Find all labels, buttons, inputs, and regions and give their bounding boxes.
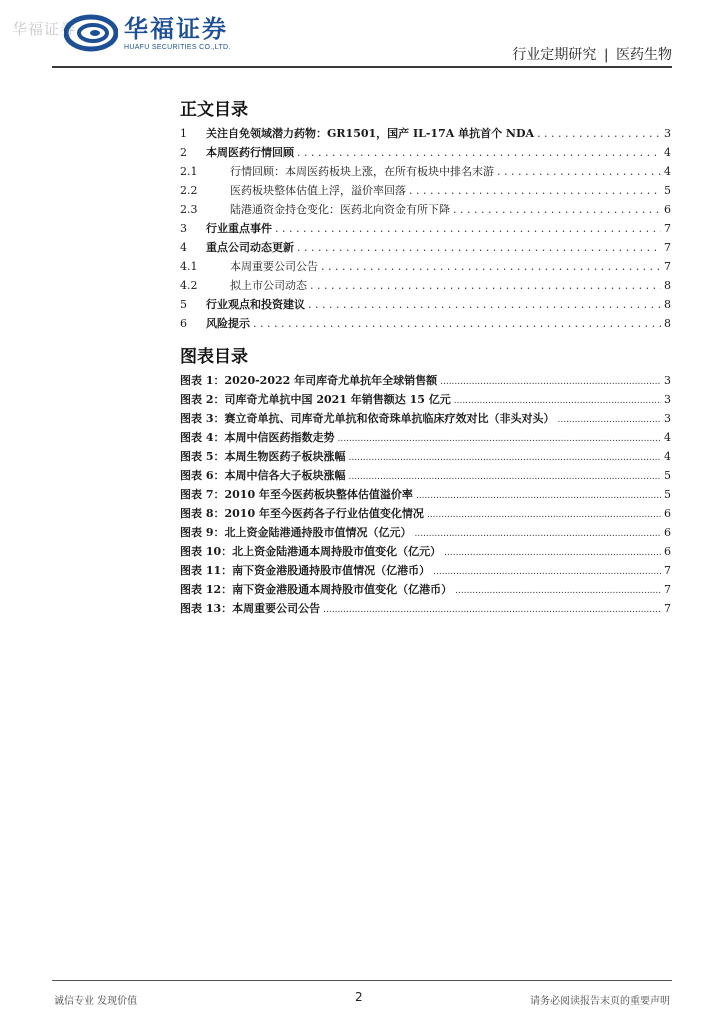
toc-item[interactable] <box>180 124 671 143</box>
toc-item[interactable] <box>180 162 671 181</box>
figure-leader-dots <box>348 449 661 468</box>
figure-list-item[interactable] <box>180 599 671 618</box>
toc-item-number: 6 <box>180 317 187 330</box>
toc-item-number: 4 <box>180 241 187 254</box>
toc-item[interactable] <box>180 219 671 238</box>
figure-page: 5 <box>664 488 671 501</box>
toc-item[interactable] <box>180 295 671 314</box>
toc-item[interactable] <box>180 143 671 162</box>
header-separator: | <box>603 47 609 63</box>
figure-leader-dots <box>414 525 661 544</box>
toc-item-number: 5 <box>180 298 187 311</box>
figure-title: 2010 年至今医药各子行业估值变化情况 <box>224 507 424 520</box>
figure-page: 4 <box>664 450 671 463</box>
figure-page: 4 <box>664 431 671 444</box>
figure-label: 图表 2： <box>180 393 225 406</box>
toc-item-page: 7 <box>664 260 671 273</box>
figure-leader-dots <box>323 601 661 620</box>
toc-item-number: 2.1 <box>180 165 198 178</box>
figure-label: 图表 4： <box>180 431 225 444</box>
toc-item-title: 陆港通资金持仓变化：医药北向资金有所下降 <box>230 203 450 216</box>
figure-list-item[interactable] <box>180 428 671 447</box>
figure-page: 6 <box>664 526 671 539</box>
figure-list-item[interactable] <box>180 466 671 485</box>
report-header <box>512 44 672 64</box>
figure-label: 图表 8： <box>180 507 225 520</box>
toc-item-page: 4 <box>664 165 671 178</box>
figure-list-item[interactable] <box>180 561 671 580</box>
figure-title: 2020-2022 年司库奇尤单抗年全球销售额 <box>224 374 438 387</box>
figure-title: 南下资金港股通持股市值情况（亿港币） <box>232 564 431 577</box>
toc-item-number: 4.1 <box>180 260 198 273</box>
figure-list-item[interactable] <box>180 447 671 466</box>
toc-item-number: 2 <box>180 146 187 159</box>
toc-item-number: 2.3 <box>180 203 198 216</box>
figure-page: 3 <box>664 374 671 387</box>
figure-title: 本周中信各大子板块涨幅 <box>224 469 346 482</box>
logo-english-name: HUAFU SECURITIES CO.,LTD. <box>124 43 231 51</box>
figure-list-item[interactable] <box>180 542 671 561</box>
figure-page: 7 <box>664 583 671 596</box>
watermark: 华福证券 <box>12 20 77 38</box>
logo-swirl-icon <box>64 14 118 52</box>
toc-item-title: 行业重点事件 <box>206 222 272 235</box>
figure-list-title: 图表目录 <box>180 347 248 367</box>
toc-item-title: 风险提示 <box>206 317 250 330</box>
toc-item[interactable] <box>180 276 671 295</box>
footer-divider <box>52 980 672 981</box>
header-divider <box>52 66 672 68</box>
figure-list-item[interactable] <box>180 580 671 599</box>
toc-item-page: 5 <box>664 184 671 197</box>
toc-item-page: 4 <box>664 146 671 159</box>
figure-title: 司库奇尤单抗中国 2021 年销售额达 15 亿元 <box>224 393 451 406</box>
figure-list-item[interactable] <box>180 523 671 542</box>
toc-item-number: 3 <box>180 222 187 235</box>
figure-title: 本周重要公司公告 <box>232 602 321 615</box>
toc-item-title: 拟上市公司动态 <box>230 279 307 292</box>
figure-title: 北上资金陆港通本周持股市值变化（亿元） <box>232 545 442 558</box>
toc-item-title: 行业观点和投资建议 <box>206 298 305 311</box>
toc-leader-dots <box>253 314 661 333</box>
toc-list <box>180 124 671 333</box>
figure-label: 图表 13： <box>180 602 233 615</box>
toc-leader-dots <box>409 181 661 200</box>
toc-item-title: 关注自免领域潜力药物：GR1501，国产 IL-17A 单抗首个 NDA <box>206 127 535 140</box>
toc-item-number: 1 <box>180 127 187 140</box>
toc-item-page: 7 <box>664 222 671 235</box>
toc-leader-dots <box>275 219 661 238</box>
company-logo <box>64 14 231 52</box>
figure-title: 南下资金港股通本周持股市值变化（亿港币） <box>232 583 453 596</box>
toc-item-page: 8 <box>664 317 671 330</box>
figure-page: 3 <box>664 412 671 425</box>
toc-item-page: 7 <box>664 241 671 254</box>
figure-label: 图表 3： <box>180 412 225 425</box>
footer-disclaimer: 请务必阅读报告末页的重要声明 <box>530 996 670 1007</box>
report-type: 行业定期研究 <box>512 47 597 63</box>
toc-item[interactable] <box>180 200 671 219</box>
figure-leader-dots <box>433 563 661 582</box>
toc-item[interactable] <box>180 257 671 276</box>
toc-item[interactable] <box>180 314 671 333</box>
toc-item[interactable] <box>180 181 671 200</box>
industry-name: 医药生物 <box>616 47 672 63</box>
figure-title: 2010 年至今医药板块整体估值溢价率 <box>224 488 413 501</box>
toc-item-title: 行情回顾：本周医药板块上涨，在所有板块中排名末游 <box>230 165 494 178</box>
figure-list-item[interactable] <box>180 371 671 390</box>
figure-label: 图表 11： <box>180 564 233 577</box>
figure-label: 图表 7： <box>180 488 225 501</box>
toc-item-title: 重点公司动态更新 <box>206 241 294 254</box>
toc-leader-dots <box>497 162 661 181</box>
toc-item-page: 3 <box>664 127 671 140</box>
toc-item-page: 6 <box>664 203 671 216</box>
footer-slogan: 诚信专业 发现价值 <box>54 996 138 1007</box>
toc-leader-dots <box>453 200 661 219</box>
figure-label: 图表 10： <box>180 545 233 558</box>
toc-item-page: 8 <box>664 298 671 311</box>
figure-list-item[interactable] <box>180 390 671 409</box>
figure-title: 本周生物医药子板块涨幅 <box>224 450 346 463</box>
figure-list-item[interactable] <box>180 485 671 504</box>
toc-leader-dots <box>297 238 661 257</box>
figure-list-item[interactable] <box>180 504 671 523</box>
figure-page: 6 <box>664 507 671 520</box>
figure-label: 图表 1： <box>180 374 225 387</box>
toc-leader-dots <box>310 276 661 295</box>
figure-label: 图表 6： <box>180 469 225 482</box>
figure-title: 本周中信医药指数走势 <box>224 431 335 444</box>
toc-item-number: 2.2 <box>180 184 198 197</box>
figure-title: 北上资金陆港通持股市值情况（亿元） <box>224 526 412 539</box>
toc-leader-dots <box>321 257 661 276</box>
figure-label: 图表 5： <box>180 450 225 463</box>
figure-label: 图表 12： <box>180 583 233 596</box>
figure-leader-dots <box>444 544 661 563</box>
figure-list-item[interactable] <box>180 409 671 428</box>
toc-leader-dots <box>537 124 661 143</box>
figure-title: 赛立奇单抗、司库奇尤单抗和依奇珠单抗临床疗效对比（非头对头） <box>224 412 555 425</box>
figure-leader-dots <box>557 411 661 430</box>
page-number: 2 <box>355 990 363 1004</box>
toc-item-title: 医药板块整体估值上浮，溢价率回落 <box>230 184 406 197</box>
figure-leader-dots <box>416 487 661 506</box>
toc-item[interactable] <box>180 238 671 257</box>
logo-chinese-name: 华福证券 <box>124 13 228 43</box>
toc-item-number: 4.2 <box>180 279 198 292</box>
figure-leader-dots <box>440 373 661 392</box>
figure-page: 3 <box>664 393 671 406</box>
figure-leader-dots <box>337 430 661 449</box>
toc-leader-dots <box>308 295 661 314</box>
toc-item-page: 8 <box>664 279 671 292</box>
figure-leader-dots <box>427 506 661 525</box>
figure-page: 7 <box>664 602 671 615</box>
figure-page: 5 <box>664 469 671 482</box>
figure-list <box>180 371 671 618</box>
figure-leader-dots <box>455 582 661 601</box>
figure-page: 6 <box>664 545 671 558</box>
figure-label: 图表 9： <box>180 526 225 539</box>
figure-page: 7 <box>664 564 671 577</box>
toc-item-title: 本周医药行情回顾 <box>206 146 294 159</box>
toc-item-title: 本周重要公司公告 <box>230 260 318 273</box>
toc-title: 正文目录 <box>180 100 248 120</box>
toc-leader-dots <box>297 143 661 162</box>
